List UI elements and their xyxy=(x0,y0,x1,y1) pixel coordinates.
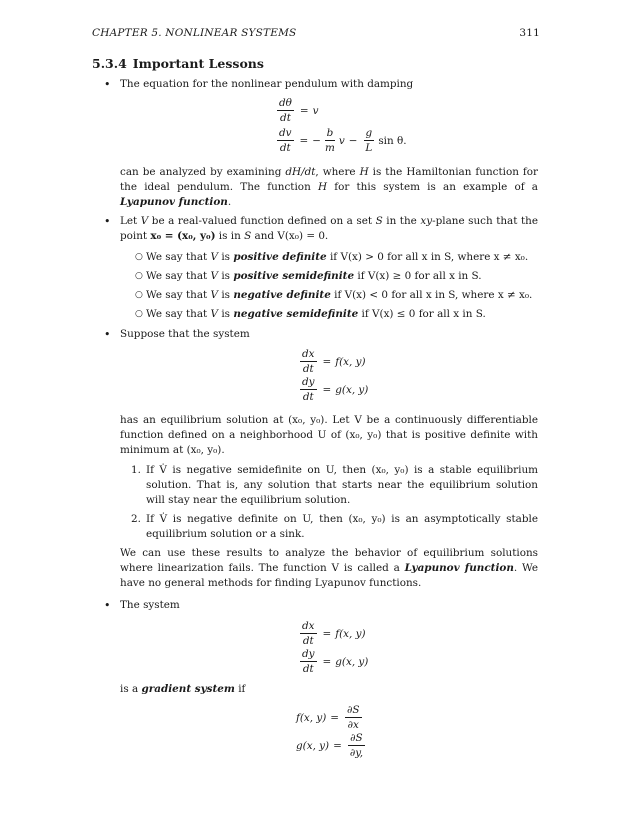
bullet-3-intro: Suppose that the system xyxy=(120,328,250,340)
sub-bullet: ○ xyxy=(135,271,143,281)
gradient-system-eq-1: $\frac{dx}{dt}$ = f(x, y) xyxy=(302,620,366,647)
stability-item-2: If V̇ is negative definite on U, then (x₀, y₀) is an asymptotically stable equilibrium solution or a sink. xyxy=(146,513,538,540)
pendulum-eq-1: $\frac{d\theta}{dt}$ = v xyxy=(279,97,319,124)
gradient-system-keyword: gradient system xyxy=(141,683,235,695)
sub-bullet: ○ xyxy=(135,290,143,300)
gradient-eq-2: g(x, y) = $\frac{\partial S}{\partial y,}$ xyxy=(296,732,363,759)
section-number: 5.3.4 xyxy=(92,56,127,71)
lyapunov-keyword: Lyapunov function xyxy=(120,196,228,208)
chapter-title: CHAPTER 5. NONLINEAR SYSTEMS xyxy=(92,27,297,39)
gradient-eq-1: f(x, y) = $\frac{\partial S}{\partial x}$ xyxy=(296,704,360,731)
bullet-mark: • xyxy=(104,599,111,612)
system-eq-2: $\frac{dy}{dt}$ = g(x, y) xyxy=(302,376,369,403)
def-positive-semidefinite: We say that V is positive semidefinite if V(x) ≥ 0 for all x in S. xyxy=(146,270,482,282)
stability-item-1: If V̇ is negative semidefinite on U, then (x₀, y₀) is a stable equilibrium solution. That is, any solution that starts near the equilibrium solution will stay near the equilibrium solution. xyxy=(146,464,538,506)
page-number: 311 xyxy=(519,27,540,39)
pendulum-eq-2: $\frac{dv}{dt}$ = − $\frac{b}{m}$ v − $\frac{g}{L}$ sin θ. xyxy=(279,127,407,154)
running-header xyxy=(92,27,540,41)
bullet-1-intro: The equation for the nonlinear pendulum with damping xyxy=(120,78,414,90)
sub-bullet: ○ xyxy=(135,309,143,319)
section-heading xyxy=(92,56,264,71)
def-positive-definite: We say that V is positive definite if V(x) > 0 for all x in S, where x ≠ x₀. xyxy=(146,251,529,263)
section-title: Important Lessons xyxy=(132,56,264,71)
bullet-mark: • xyxy=(104,215,111,228)
def-negative-semidefinite: We say that V is negative semidefinite if V(x) ≤ 0 for all x in S. xyxy=(146,308,486,320)
bullet-4-intro: The system xyxy=(120,599,180,611)
system-eq-1: $\frac{dx}{dt}$ = f(x, y) xyxy=(302,348,366,375)
bullet-mark: • xyxy=(104,328,111,341)
document-page: CHAPTER 5. NONLINEAR SYSTEMS 311 5.3.4 Important Lessons • The equation for the nonlinear pendulum with damping $\frac{d\theta}{dt}$ = v $\frac{dv}{dt}$ = − $\frac{b}{m}$ v − $\frac{g}{L}$ sin θ. can be analyzed by examining dH/dt, where H is the Hamiltonian function for the ideal pendulum. The function H for this system is an example of a Lyapunov function. • Let V be a real-valued function defined on a set S in the xy-plane such that the point x₀ = (x₀, y₀) is in S and V(x₀) = 0. ○ We say that V is positive definite if V(x) > 0 for all x in S, where x ≠ x₀. ○ We say that V is positive semidefinite if V(x) ≥ 0 for all x in S. ○ We say that V is negative definite if V(x) < 0 for all x in S, where x ≠ x₀. ○ We say that V is negative semidefinite if V(x) ≤ 0 for all x in S. • Suppose that the system $\frac{dx}{dt}$ = f(x, y) $\frac{dy}{dt}$ = g(x, y) has an equilibrium solution at (x₀, y₀). Let V be a continuously differentiable function defined on a neighborhood U of (x₀, y₀) that is positive definite with minimum at (x₀, y₀). 1. If V̇ is negative semidefinite on U, then (x₀, y₀) is a stable equilibrium solution. That is, any solution that starts near the equilibrium solution will stay near the equilibrium solution. 2. If V̇ is negative definite on U, then (x₀, y₀) is an asymptotically stable equilibrium solution or a sink. We can use these results to analyze the behavior of equilibrium solutions where linearization fails. The function V is called a Lyapunov function. We have no general methods for finding Lyapunov functions. • The system $\frac{dx}{dt}$ = f(x, y) $\frac{dy}{dt}$ = g(x, y) is a gradient system if f(x, y) = $\frac{\partial S}{\partial x}$ g(x, y) = $\frac{\partial S}{\partial y,}$ xyxy=(92,27,540,759)
gradient-system-eq-2: $\frac{dy}{dt}$ = g(x, y) xyxy=(302,648,369,675)
bullet-mark: • xyxy=(104,78,111,91)
def-negative-definite: We say that V is negative definite if V(x) < 0 for all x in S, where x ≠ x₀. xyxy=(146,289,533,301)
lyapunov-function-keyword: Lyapunov function xyxy=(404,562,514,574)
sub-bullet: ○ xyxy=(135,252,143,262)
